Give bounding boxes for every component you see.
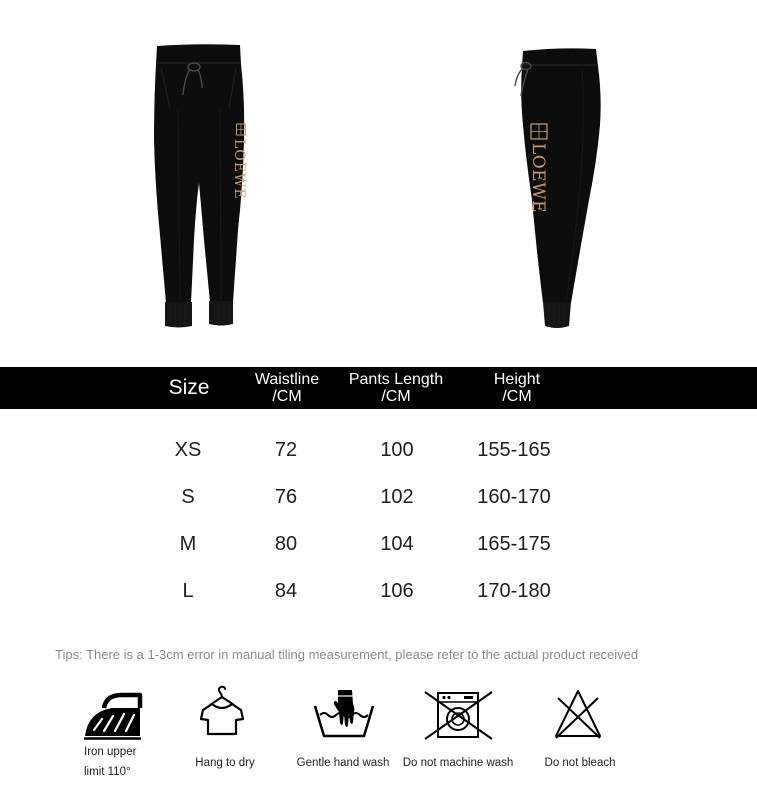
hang-dry-icon xyxy=(198,686,250,738)
header-waistline-label: Waistline xyxy=(254,371,320,388)
cell-height: 160-170 xyxy=(477,486,551,508)
hand-wash-label: Gentle hand wash xyxy=(296,757,390,769)
no-machine-wash-label: Do not machine wash xyxy=(402,757,514,769)
no-bleach-label: Do not bleach xyxy=(544,757,616,769)
cell-height: 170-180 xyxy=(477,580,551,602)
table-row xyxy=(0,438,757,462)
cell-size: XS xyxy=(174,439,202,461)
iron-icon xyxy=(82,690,144,740)
cell-height: 165-175 xyxy=(477,533,551,555)
iron-label-line-1: Iron upper xyxy=(84,746,137,758)
cell-size: L xyxy=(182,580,194,602)
cell-pants-length: 104 xyxy=(380,533,414,555)
brand-logo-text: LOEWE xyxy=(231,139,247,200)
header-height xyxy=(447,367,587,409)
cell-pants-length: 100 xyxy=(380,439,414,461)
cell-pants-length: 102 xyxy=(380,486,414,508)
no-machine-wash-icon xyxy=(422,688,496,742)
header-height-unit: /CM xyxy=(502,388,532,405)
hang-dry-label: Hang to dry xyxy=(195,757,255,769)
header-pants-length-label: Pants Length xyxy=(348,371,444,388)
header-pants-length xyxy=(326,367,466,409)
tips-note: Tips: There is a 1-3cm error in manual tiling measurement, please refer to the actual product received xyxy=(55,647,639,662)
no-bleach-icon xyxy=(552,688,604,740)
header-pants-length-unit: /CM xyxy=(381,388,411,405)
table-row xyxy=(0,532,757,556)
size-table-header xyxy=(0,367,757,409)
cell-waistline: 84 xyxy=(274,580,298,602)
iron-label-line-2: limit 110° xyxy=(84,766,131,778)
cell-waistline: 72 xyxy=(274,439,298,461)
brand-logo-text: LOEWE xyxy=(528,143,548,214)
cell-size: M xyxy=(179,533,197,555)
cell-waistline: 76 xyxy=(274,486,298,508)
cell-size: S xyxy=(181,486,195,508)
hand-wash-icon xyxy=(312,688,376,740)
product-photos xyxy=(0,0,757,360)
header-waistline-unit: /CM xyxy=(272,388,302,405)
pants-side-view xyxy=(515,48,601,328)
cell-height: 155-165 xyxy=(477,439,551,461)
cell-waistline: 80 xyxy=(274,533,298,555)
table-row xyxy=(0,485,757,509)
cell-pants-length: 106 xyxy=(380,580,414,602)
header-size-label: Size xyxy=(168,376,210,399)
table-row xyxy=(0,579,757,603)
header-height-label: Height xyxy=(493,371,541,388)
pants-front-view xyxy=(154,44,247,327)
